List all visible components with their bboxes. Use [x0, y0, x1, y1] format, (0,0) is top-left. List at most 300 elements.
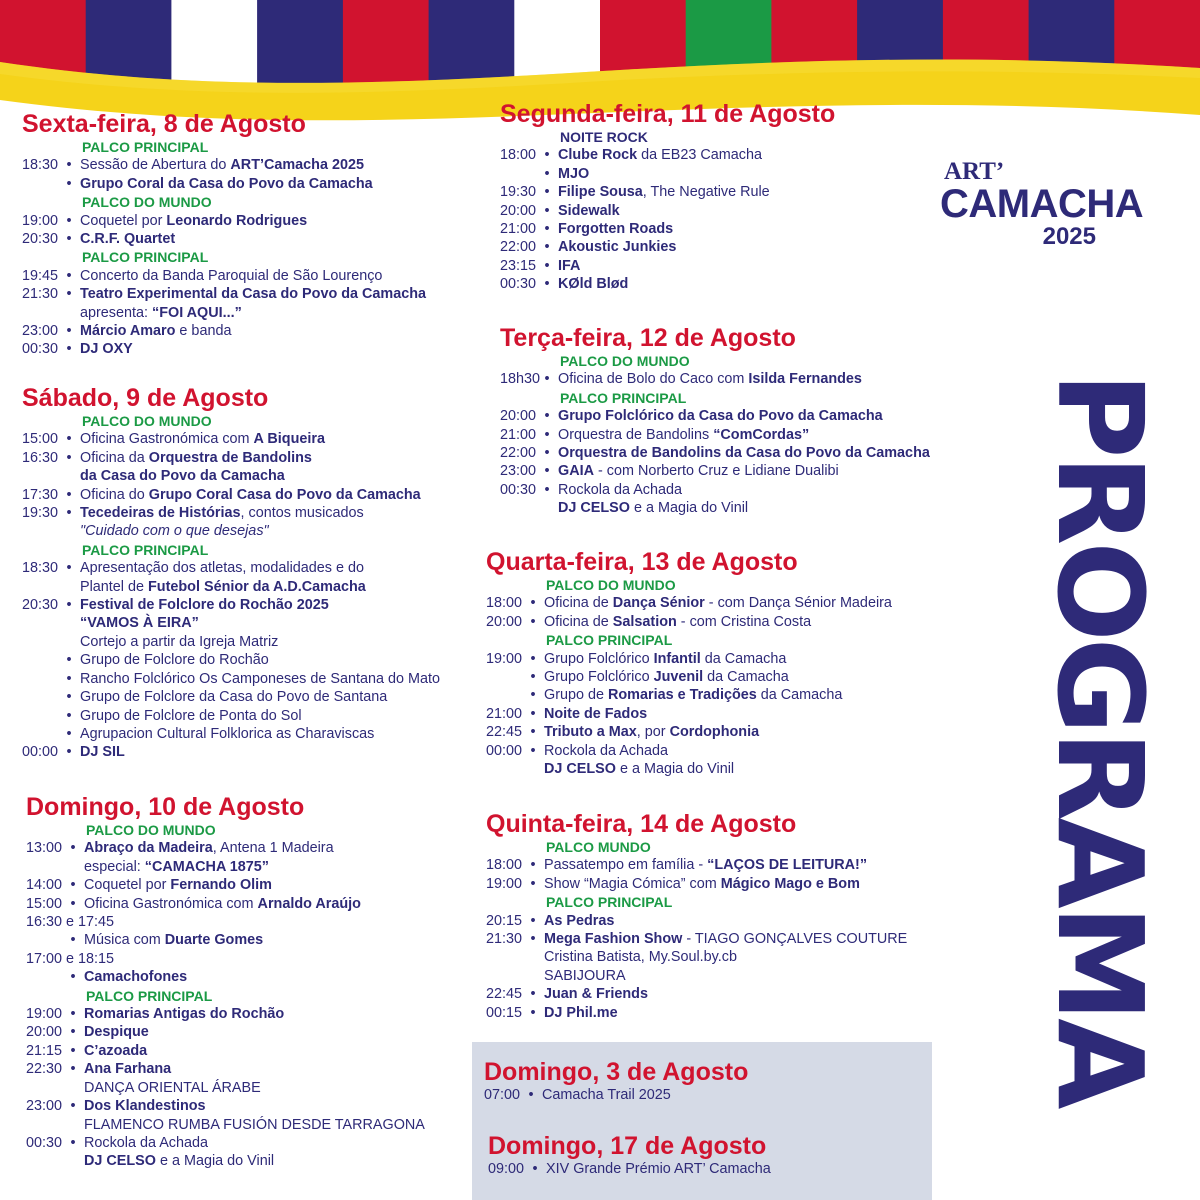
schedule-item: [22, 467, 440, 485]
event-time: 18:00: [500, 147, 537, 164]
event-text: As Pedras: [544, 912, 615, 929]
event-time: 21:30: [486, 931, 523, 948]
bullet-icon: •: [66, 670, 72, 687]
event-text: Orquestra de Bandolins: [558, 426, 714, 443]
schedule-item: [26, 913, 425, 931]
event-text: DJ CELSO: [558, 500, 630, 517]
event-time: 16:30 e 17:45: [26, 914, 115, 931]
event-time: 20:00: [500, 202, 537, 219]
event-text: Tecedeiras de Histórias: [80, 505, 241, 522]
schedule-item: [22, 504, 440, 522]
bullet-icon: •: [70, 969, 76, 986]
event-text: Grupo de: [544, 687, 608, 704]
schedule-item: [500, 220, 835, 238]
day-heading: Quinta-feira, 14 de Agosto: [486, 810, 797, 838]
event-text: "Cuidado com o que desejas": [80, 523, 269, 540]
event-text: Oficina Gastronómica com: [80, 431, 254, 448]
logo-camacha-text: CAMACHA: [940, 182, 1144, 226]
schedule-item: [500, 257, 835, 275]
stage-label: PALCO PRINCIPAL: [560, 389, 687, 406]
bullet-icon: •: [544, 445, 550, 462]
event-time: 22:30: [26, 1061, 63, 1078]
event-text: Arnaldo Araújo: [257, 895, 361, 912]
event-text: Passatempo em família -: [544, 857, 708, 874]
schedule-item: [22, 230, 426, 248]
schedule-item: [26, 839, 425, 857]
event-time: 19:00: [486, 875, 523, 892]
bullet-icon: •: [66, 744, 72, 761]
event-text: GAIA: [558, 463, 594, 480]
art-camacha-logo: [940, 160, 1150, 250]
schedule-item: [486, 686, 892, 704]
event-text: , por: [636, 724, 670, 741]
event-text: e banda: [175, 323, 232, 340]
bullet-icon: •: [544, 202, 550, 219]
event-text: Rancho Folclórico Os Camponeses de Santana do Mato: [80, 670, 440, 687]
event-time: 00:30: [26, 1134, 63, 1151]
bullet-icon: •: [532, 1161, 538, 1177]
event-time: 00:30: [500, 481, 537, 498]
bullet-icon: •: [70, 1006, 76, 1023]
event-time: 18h30: [500, 371, 541, 388]
logo-year-text: 2025: [1042, 223, 1096, 250]
bullet-icon: •: [530, 1004, 536, 1021]
stage-label: PALCO PRINCIPAL: [546, 632, 673, 649]
stage-label: PALCO DO MUNDO: [560, 353, 690, 369]
event-text: da Casa do Povo da Camacha: [80, 468, 285, 485]
bullet-icon: •: [544, 426, 550, 443]
bullet-icon: •: [544, 481, 550, 498]
event-text: KØld Blød: [558, 276, 629, 293]
event-time: 00:00: [486, 742, 523, 759]
day-block-sat-9: [22, 384, 440, 762]
schedule-item: [22, 743, 440, 761]
event-time: 19:00: [22, 212, 59, 229]
schedule-item: [500, 499, 930, 517]
event-text: - com Dança Sénior Madeira: [704, 595, 892, 612]
bullet-icon: •: [544, 239, 550, 256]
event-text: MJO: [558, 165, 590, 182]
day-block-tue-12: [500, 324, 930, 518]
schedule-item: [486, 668, 892, 686]
bullet-icon: •: [544, 184, 550, 201]
event-text: apresenta:: [80, 304, 153, 321]
schedule-item: [500, 462, 930, 480]
day-block-fri-8: [22, 110, 426, 359]
event-text: da Camacha: [756, 687, 843, 704]
bullet-icon: •: [544, 408, 550, 425]
schedule-item: [486, 594, 892, 612]
event-text: Cortejo a partir da Igreja Matriz: [80, 633, 279, 650]
event-time: 00:15: [486, 1004, 523, 1021]
event-text: DJ CELSO: [84, 1153, 156, 1170]
bullet-icon: •: [530, 687, 536, 704]
event-text: Isilda Fernandes: [748, 371, 862, 388]
schedule-item: [26, 968, 425, 986]
event-text: DJ SIL: [80, 744, 125, 761]
event-text: Salsation: [612, 613, 677, 630]
schedule-item: [22, 614, 440, 632]
schedule-item: [500, 426, 930, 444]
bullet-icon: •: [70, 1042, 76, 1059]
schedule-item: [26, 1060, 425, 1078]
schedule-item: [484, 1086, 748, 1104]
schedule-item: [26, 1097, 425, 1115]
schedule-item: [486, 985, 907, 1003]
stage-label: PALCO DO MUNDO: [82, 194, 212, 211]
extra-events-panel: [472, 1042, 932, 1200]
schedule-item: [22, 596, 440, 614]
day-heading: Sexta-feira, 8 de Agosto: [22, 110, 306, 138]
stage-label: PALCO DO MUNDO: [82, 413, 212, 429]
bullet-icon: •: [66, 157, 72, 174]
event-text: Cristina Batista, My.Soul.by.cb: [544, 949, 738, 966]
event-text: FLAMENCO RUMBA FUSIÓN DESDE TARRAGONA: [84, 1116, 425, 1133]
event-time: 17:30: [22, 486, 59, 503]
event-text: - com Cristina Costa: [676, 613, 812, 630]
event-text: Grupo Folclórico: [544, 650, 654, 667]
bullet-icon: •: [544, 147, 550, 164]
bullet-icon: •: [530, 857, 536, 874]
event-time: 20:30: [22, 231, 59, 248]
event-text: Oficina de: [544, 595, 613, 612]
event-time: 21:15: [26, 1042, 63, 1059]
event-text: Grupo Coral Casa do Povo da Camacha: [148, 486, 421, 503]
event-text: Orquestra de Bandolins da Casa do Povo da Camacha: [558, 445, 930, 462]
event-text: Juvenil: [653, 669, 704, 686]
bullet-icon: •: [66, 449, 72, 466]
schedule-item: [500, 202, 835, 220]
schedule-item: [486, 613, 892, 631]
event-text: Oficina de: [544, 613, 613, 630]
schedule-item: [486, 948, 907, 966]
event-text: “FOI AQUI...”: [152, 304, 242, 321]
event-time: 19:00: [486, 650, 523, 667]
schedule-item: [500, 165, 835, 183]
day-heading: Domingo, 3 de Agosto: [484, 1058, 749, 1086]
schedule-item: [26, 1042, 425, 1060]
event-text: da EB23 Camacha: [637, 147, 762, 164]
bullet-icon: •: [66, 323, 72, 340]
day-heading: Domingo, 10 de Agosto: [26, 793, 305, 821]
bullet-icon: •: [66, 175, 72, 192]
event-time: 22:45: [486, 724, 523, 741]
event-text: Romarias Antigas do Rochão: [84, 1006, 285, 1023]
event-text: “LAÇOS DE LEITURA!”: [707, 857, 868, 874]
event-text: Oficina Gastronómica com: [84, 895, 258, 912]
bullet-icon: •: [66, 597, 72, 614]
event-time: 19:45: [22, 267, 59, 284]
event-text: Rockola da Achada: [84, 1134, 209, 1151]
event-time: 19:30: [500, 184, 537, 201]
stage-label: PALCO PRINCIPAL: [86, 987, 213, 1004]
event-text: Futebol Sénior da A.D.Camacha: [148, 578, 366, 595]
event-text: Forgotten Roads: [558, 221, 674, 238]
bullet-icon: •: [66, 486, 72, 503]
event-time: 20:00: [486, 613, 523, 630]
schedule-item: [22, 651, 440, 669]
schedule-item: [22, 633, 440, 651]
event-text: DJ CELSO: [544, 761, 616, 778]
event-text: C.R.F. Quartet: [80, 231, 176, 248]
schedule-item: [26, 950, 425, 968]
bullet-icon: •: [544, 257, 550, 274]
event-text: Noite de Fados: [544, 705, 648, 722]
schedule-item: [26, 1079, 425, 1097]
event-time: 23:00: [26, 1098, 63, 1115]
bullet-icon: •: [66, 341, 72, 358]
event-time: 23:00: [22, 323, 59, 340]
event-text: Grupo Folclórico: [544, 669, 654, 686]
event-text: Oficina de Bolo do Caco com: [558, 371, 749, 388]
event-text: Fernando Olim: [170, 877, 272, 894]
event-text: Coquetel por: [84, 877, 171, 894]
event-time: 17:00 e 18:15: [26, 950, 115, 967]
bullet-icon: •: [66, 212, 72, 229]
bullet-icon: •: [70, 1061, 76, 1078]
event-time: 22:00: [500, 445, 537, 462]
bullet-icon: •: [70, 877, 76, 894]
event-text: ART’Camacha 2025: [230, 157, 364, 174]
event-text: Grupo de Folclore de Ponta do Sol: [80, 707, 302, 724]
event-text: da Camacha: [700, 650, 787, 667]
event-text: Filipe Sousa: [558, 184, 643, 201]
event-time: 23:00: [500, 463, 537, 480]
stage-label: PALCO MUNDO: [546, 839, 651, 855]
event-text: Apresentação dos atletas, modalidades e do: [80, 560, 365, 577]
event-time: 18:00: [486, 595, 523, 612]
event-text: e a Magia do Vinil: [155, 1153, 275, 1170]
bullet-icon: •: [544, 463, 550, 480]
day-heading: Quarta-feira, 13 de Agosto: [486, 548, 798, 576]
bullet-icon: •: [530, 669, 536, 686]
schedule-item: [500, 444, 930, 462]
bullet-icon: •: [530, 912, 536, 929]
event-text: Oficina do: [80, 486, 149, 503]
schedule-item: [486, 760, 892, 778]
event-time: 14:00: [26, 877, 63, 894]
bullet-icon: •: [530, 931, 536, 948]
day-heading: Segunda-feira, 11 de Agosto: [500, 100, 836, 128]
schedule-item: [22, 522, 440, 540]
event-text: Coquetel por: [80, 212, 167, 229]
event-text: Tributo a Max: [544, 724, 637, 741]
event-text: Grupo de Folclore da Casa do Povo de Santana: [80, 689, 388, 706]
event-text: e a Magia do Vinil: [629, 500, 749, 517]
day-block-mon-11: [500, 100, 835, 294]
day-block-wed-13: [486, 548, 892, 778]
bullet-icon: •: [66, 286, 72, 303]
bullet-icon: •: [66, 652, 72, 669]
bullet-icon: •: [530, 742, 536, 759]
bullet-icon: •: [66, 725, 72, 742]
schedule-item: [22, 688, 440, 706]
event-text: especial:: [84, 858, 145, 875]
event-text: SABIJOURA: [544, 967, 626, 984]
event-time: 18:00: [486, 857, 523, 874]
bullet-icon: •: [530, 613, 536, 630]
bullet-icon: •: [70, 1134, 76, 1151]
event-text: Rockola da Achada: [544, 742, 669, 759]
event-text: IFA: [558, 257, 581, 274]
event-text: , The Negative Rule: [642, 184, 770, 201]
stage-label: NOITE ROCK: [560, 129, 648, 145]
schedule-item: [22, 340, 426, 358]
event-time: 20:00: [500, 408, 537, 425]
schedule-item: [22, 175, 426, 193]
event-time: 09:00: [488, 1161, 525, 1177]
stage-label: PALCO DO MUNDO: [546, 577, 676, 593]
event-text: - TIAGO GONÇALVES COUTURE: [682, 931, 908, 948]
schedule-item: [26, 876, 425, 894]
schedule-item: [486, 856, 907, 874]
day-block-sun-10: [26, 793, 425, 1171]
event-time: 22:45: [486, 986, 523, 1003]
bullet-icon: •: [70, 932, 76, 949]
event-text: Akoustic Junkies: [558, 239, 677, 256]
schedule-item: [26, 1023, 425, 1041]
event-text: Camacha Trail 2025: [542, 1087, 671, 1103]
event-text: Ana Farhana: [84, 1061, 172, 1078]
bullet-icon: •: [70, 840, 76, 857]
bullet-icon: •: [66, 707, 72, 724]
event-time: 21:00: [500, 221, 537, 238]
schedule-item: [26, 931, 425, 949]
event-text: Clube Rock: [558, 147, 638, 164]
event-text: DANÇA ORIENTAL ÁRABE: [84, 1079, 261, 1096]
programa-vertical-title: PROGRAMA: [1031, 372, 1169, 1106]
bullet-icon: •: [66, 505, 72, 522]
event-text: Sessão de Abertura do: [80, 157, 231, 174]
event-time: 20:00: [26, 1024, 63, 1041]
schedule-item: [486, 967, 907, 985]
schedule-item: [486, 1004, 907, 1022]
bullet-icon: •: [530, 875, 536, 892]
schedule-item: [500, 275, 835, 293]
schedule-item: [500, 146, 835, 164]
bullet-icon: •: [530, 595, 536, 612]
event-text: Sidewalk: [558, 202, 620, 219]
event-time: 21:00: [486, 705, 523, 722]
event-text: Agrupacion Cultural Folklorica as Charaviscas: [80, 725, 375, 742]
stage-label: PALCO PRINCIPAL: [82, 541, 209, 558]
event-time: 19:00: [26, 1006, 63, 1023]
bullet-icon: •: [544, 221, 550, 238]
schedule-item: [486, 875, 907, 893]
schedule-item: [486, 650, 892, 668]
schedule-item: [26, 1152, 425, 1170]
event-time: 20:30: [22, 597, 59, 614]
event-text: Grupo de Folclore do Rochão: [80, 652, 269, 669]
event-text: Plantel de: [80, 578, 149, 595]
event-text: Mega Fashion Show: [544, 931, 683, 948]
event-text: Teatro Experimental da Casa do Povo da Camacha: [80, 286, 427, 303]
bullet-icon: •: [530, 986, 536, 1003]
stage-label: PALCO PRINCIPAL: [82, 139, 209, 155]
event-time: 15:00: [26, 895, 63, 912]
event-text: A Biqueira: [253, 431, 325, 448]
event-text: Dos Klandestinos: [84, 1098, 206, 1115]
schedule-item: [22, 486, 440, 504]
schedule-item: [486, 705, 892, 723]
event-text: Show “Magia Cómica” com: [544, 875, 721, 892]
event-text: Márcio Amaro: [80, 323, 176, 340]
schedule-item: [500, 238, 835, 256]
event-text: Oficina da: [80, 449, 149, 466]
schedule-item: [22, 707, 440, 725]
event-time: 13:00: [26, 840, 63, 857]
schedule-item: [26, 895, 425, 913]
event-text: DJ Phil.me: [544, 1004, 618, 1021]
schedule-item: [22, 559, 440, 577]
event-text: e a Magia do Vinil: [615, 761, 735, 778]
logo-art-text: ART’: [944, 158, 1005, 185]
bullet-icon: •: [530, 724, 536, 741]
bullet-icon: •: [66, 689, 72, 706]
day-heading: Sábado, 9 de Agosto: [22, 384, 269, 412]
bullet-icon: •: [70, 1098, 76, 1115]
day-block-sun-17: [488, 1132, 771, 1178]
event-text: Leonardo Rodrigues: [166, 212, 308, 229]
schedule-item: [22, 449, 440, 467]
event-text: Grupo Folclórico da Casa do Povo da Camacha: [558, 408, 883, 425]
schedule-item: [22, 322, 426, 340]
event-time: 15:00: [22, 431, 59, 448]
event-time: 07:00: [484, 1087, 521, 1103]
event-time: 18:30: [22, 560, 59, 577]
event-time: 00:30: [500, 276, 537, 293]
event-time: 16:30: [22, 449, 59, 466]
event-time: 21:30: [22, 286, 59, 303]
bullet-icon: •: [530, 650, 536, 667]
event-time: 18:30: [22, 157, 59, 174]
schedule-item: [22, 156, 426, 174]
schedule-item: [26, 1005, 425, 1023]
event-text: C’azoada: [84, 1042, 148, 1059]
schedule-item: [22, 578, 440, 596]
bullet-icon: •: [530, 705, 536, 722]
bullet-icon: •: [70, 1024, 76, 1041]
event-text: “ComCordas”: [713, 426, 810, 443]
day-block-sun-3: [484, 1058, 748, 1104]
schedule-item: [486, 723, 892, 741]
bullet-icon: •: [544, 371, 550, 388]
stage-label: PALCO DO MUNDO: [86, 822, 216, 838]
schedule-item: [500, 407, 930, 425]
schedule-item: [500, 481, 930, 499]
schedule-item: [22, 725, 440, 743]
event-text: Orquestra de Bandolins: [148, 449, 312, 466]
schedule-item: [26, 1134, 425, 1152]
event-text: XIV Grande Prémio ART’ Camacha: [546, 1161, 771, 1177]
event-text: da Camacha: [703, 669, 789, 686]
bullet-icon: •: [544, 165, 550, 182]
bullet-icon: •: [544, 276, 550, 293]
event-time: 22:00: [500, 239, 537, 256]
schedule-item: [500, 370, 930, 388]
event-time: 00:00: [22, 744, 59, 761]
day-block-thu-14: [486, 810, 907, 1022]
event-text: Romarias e Tradições: [608, 687, 757, 704]
bullet-icon: •: [66, 267, 72, 284]
event-time: 21:00: [500, 426, 537, 443]
schedule-item: [26, 858, 425, 876]
event-text: DJ OXY: [80, 341, 133, 358]
stage-label: PALCO PRINCIPAL: [546, 894, 673, 911]
bullet-icon: •: [66, 231, 72, 248]
event-text: Cordophonia: [669, 724, 760, 741]
schedule-item: [22, 670, 440, 688]
